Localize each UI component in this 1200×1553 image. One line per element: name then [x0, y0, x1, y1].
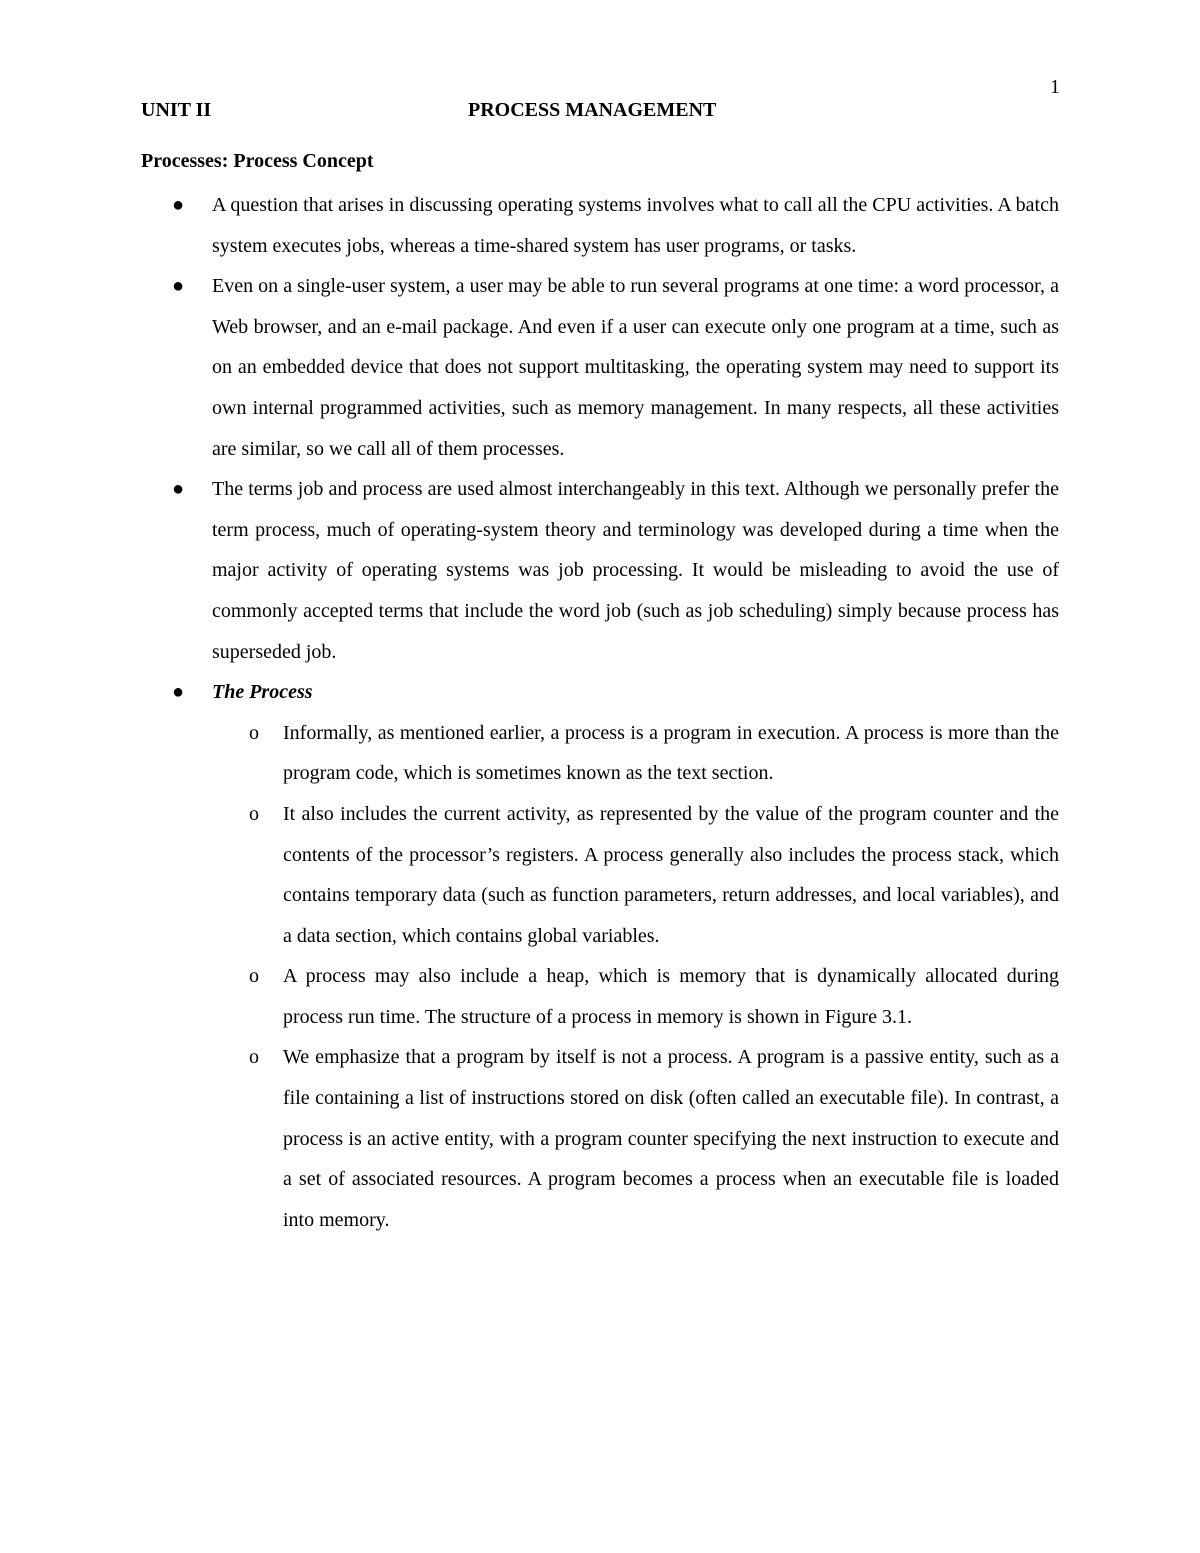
sub-bullet-marker: o: [249, 965, 259, 988]
document-title: PROCESS MANAGEMENT: [468, 99, 717, 121]
page-header: [141, 99, 1059, 125]
bullet-marker: ●: [172, 681, 185, 704]
bullet-item: [172, 185, 1059, 266]
sub-bullet-item: [249, 713, 1059, 794]
sub-bullet-text: A process may also include a heap, which is memory that is dynamically allocated during process run time. The structure of a process in memory is shown in Figure 3.1.: [283, 965, 1059, 1028]
section-heading: Processes: Process Concept: [141, 150, 374, 172]
page-number: 1: [1050, 76, 1060, 98]
sub-bullet-marker: o: [249, 721, 259, 744]
bullet-text: Even on a single-user system, a user may be able to run several programs at one time: a word processor, a Web browser, and an e-mail package. And even if a user can execute only one program at a time, such as on an embedded device that does not support multitasking, the operating system may need to support its own internal programmed activities, such as memory management. In many respects, all these activities are similar, so we call all of them processes.: [212, 275, 1059, 460]
bullet-item-the-process: [172, 672, 1059, 713]
bullet-marker: ●: [172, 275, 185, 298]
sub-bullet-marker: o: [249, 1046, 259, 1069]
subsection-heading: The Process: [212, 681, 313, 704]
unit-label: UNIT II: [141, 99, 212, 121]
bullet-item: [172, 266, 1059, 469]
sub-bullet-marker: o: [249, 802, 259, 825]
content-body: [0, 185, 1200, 1240]
bullet-text: The terms job and process are used almost interchangeably in this text. Although we personally prefer the term process, much of operating-system theory and terminology was developed during a time when the major activity of operating systems was job processing. It would be misleading to avoid the use of commonly accepted terms that include the word job (such as job scheduling) simply because process has superseded job.: [212, 478, 1059, 663]
bullet-marker: ●: [172, 194, 185, 216]
bullet-text: A question that arises in discussing operating systems involves what to call all the CPU activities. A batch system executes jobs, whereas a time-shared system has user programs, or tasks.: [212, 194, 1059, 257]
bullet-item: [172, 469, 1059, 672]
sub-bullet-text: We emphasize that a program by itself is not a process. A program is a passive entity, such as a file containing a list of instructions stored on disk (often called an executable file). In contrast, a process is an active entity, with a program counter specifying the next instruction to execute and a set of associated resources. A program becomes a process when an executable file is loaded into memory.: [283, 1046, 1059, 1231]
bullet-marker: ●: [172, 478, 185, 501]
sub-bullet-text: Informally, as mentioned earlier, a process is a program in execution. A process is more than the program code, which is sometimes known as the text section.: [283, 721, 1059, 785]
sub-bullet-item: [249, 1037, 1059, 1240]
sub-bullet-text: It also includes the current activity, as represented by the value of the program counter and the contents of the processor’s registers. A process generally also includes the process stack, which contains temporary data (such as function parameters, return addresses, and local variables), and a data section, which contains global variables.: [283, 802, 1059, 947]
sub-bullet-item: [249, 794, 1059, 956]
sub-bullet-item: [249, 956, 1059, 1037]
